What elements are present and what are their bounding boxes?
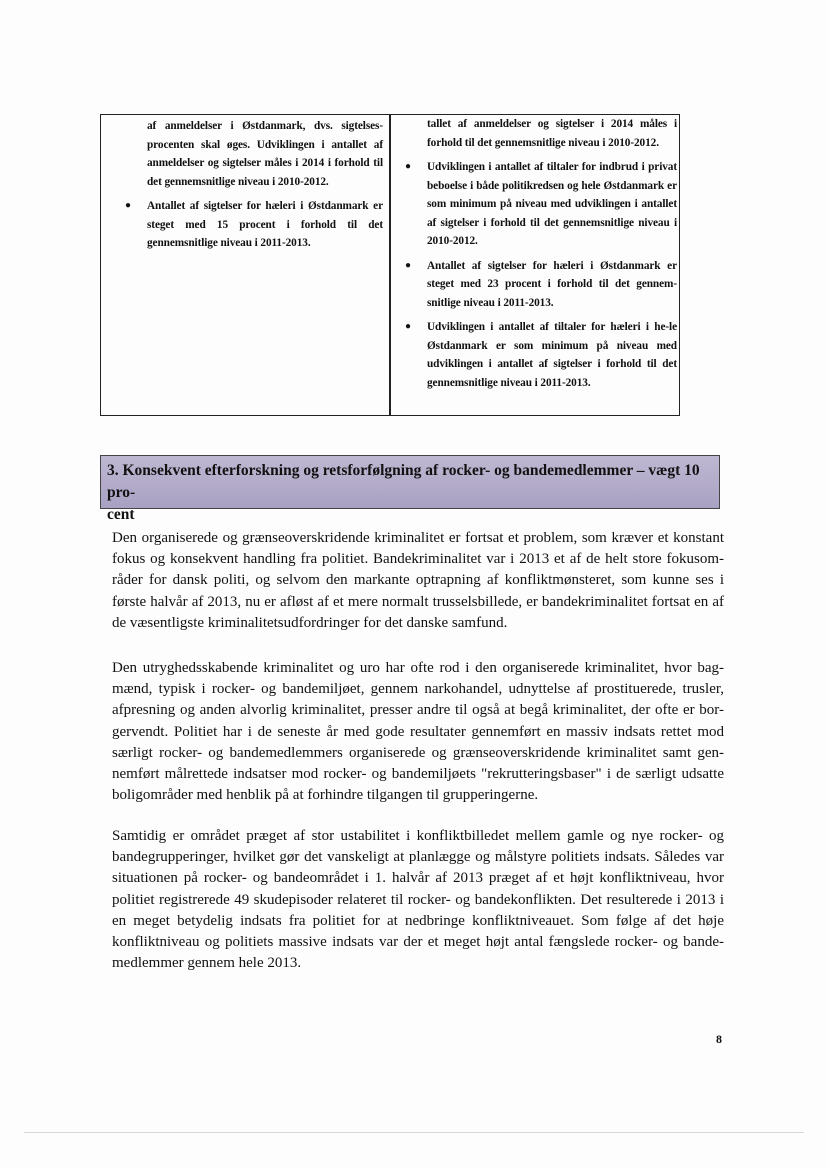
section-heading-line-1: 3. Konsekvent efterforskning og retsforfølgning af rocker- og bandemedlemmer – vægt 10 pro-	[107, 462, 700, 501]
left-column-list	[125, 197, 383, 253]
section-heading	[100, 455, 720, 523]
list-item-text: Antallet af sigtelser for hæleri i Østdanmark er steget med 23 procent i forhold til det gennem-snitlige niveau i 2011-2013.	[427, 259, 677, 309]
body-paragraph-1: Den organiserede og grænseoverskridende kriminalitet er fortsat et problem, som kræver et konstant fokus og konsekvent handling fra politiet. Bandekriminalitet var i 2013 et af de helt store fokusom-råder for dansk politi, og selvom den markante optrapning af konfliktmønsteret, som kunne ses i første halvår af 2013, nu er afløst af et mere normalt trusselsbillede, er bandekriminalitet fortsat en af de væsentligste kriminalitetsudfordringer for det danske samfund.	[112, 530, 724, 631]
scan-edge-line	[24, 1132, 804, 1133]
right-column-list	[405, 158, 677, 392]
page-number: 8	[716, 1032, 722, 1046]
list-item	[405, 318, 677, 392]
bullet-icon: ●	[405, 321, 411, 332]
table-right-column	[405, 115, 677, 392]
list-item-text: Antallet af sigtelser for hæleri i Østdanmark er steget med 15 procent i forhold til det gennemsnitlige niveau i 2011-2013.	[147, 200, 383, 249]
list-item-text: Udviklingen i antallet af tiltaler for hæleri i he-le Østdanmark er som minimum på niveau med udviklingen i antallet af sigtelser i forhold til det gennemsnitlige niveau i 2011-2013.	[427, 321, 677, 389]
section-heading-line-2: cent	[107, 506, 135, 523]
criteria-table	[100, 114, 680, 416]
list-item	[405, 257, 677, 313]
list-item-text: Udviklingen i antallet af tiltaler for indbrud i privat beboelse i både politikredsen og hele Østdanmark er som minimum på niveau med udviklingen i antallet af sigtelser i forhold til det gennemsnitlige niveau i 2010-2012.	[427, 161, 677, 247]
bullet-icon: ●	[405, 259, 411, 271]
left-column-paragraph: af anmeldelser i Østdanmark, dvs. sigtelses-procenten skal øges. Udviklingen i antallet af anmeldelser og sigtelser måles i 2014 i forhold til det gennemsnitlige niveau i 2010-2012.	[147, 120, 383, 188]
right-column-paragraph: tallet af anmeldelser og sigtelser i 2014 måles i forhold til det gennemsnitlige niveau i 2010-2012.	[427, 118, 677, 149]
bullet-icon: ●	[405, 161, 411, 172]
bullet-icon: ●	[125, 200, 131, 211]
list-item	[125, 197, 383, 253]
body-paragraph-3: Samtidig er området præget af stor ustabilitet i konfliktbilledet mellem gamle og nye rocker- og bandegrupperinger, hvilket gør det vanskeligt at planlægge og målstyre politiets indsats. Således var situationen på rocker- og bandeområdet i 1. halvår af 2013 præget af et højt konfliktniveau, hvor politiet registrerede 49 skudepisoder relateret til rocker- og bandekonflikten. Det resulterede i 2013 i en meget betydelig indsats fra politiet for at nedbringe konfliktniveauet. Som følge af det høje konfliktniveau og politiets massive indsats var der et meget højt antal fængslede rocker- og bande-medlemmer gennem hele 2013.	[112, 828, 724, 972]
body-paragraph-2: Den utryghedsskabende kriminalitet og uro har ofte rod i den organiserede kriminalitet, hvor bag-mænd, typisk i rocker- og bandemiljøet, gennem narkohandel, udnyttelse af prostituerede, trusler, afpresning og anden alvorlig kriminalitet, presser andre til også at begå kriminalitet, der ofte er bor-gervendt. Politiet har i de seneste år med gode resultater gennemført en massiv indsats rettet mod særligt rocker- og bandemedlemmers organiserede og grænseoverskridende kriminalitet samt gen-nemført målrettede indsatser mod rocker- og bandemiljøets "rekrutteringsbaser" i de særligt udsatte boligområder med henblik på at forhindre tilgangen til grupperingerne.	[112, 660, 724, 804]
table-left-column	[125, 115, 383, 253]
table-column-divider	[389, 115, 391, 415]
list-item	[405, 158, 677, 251]
